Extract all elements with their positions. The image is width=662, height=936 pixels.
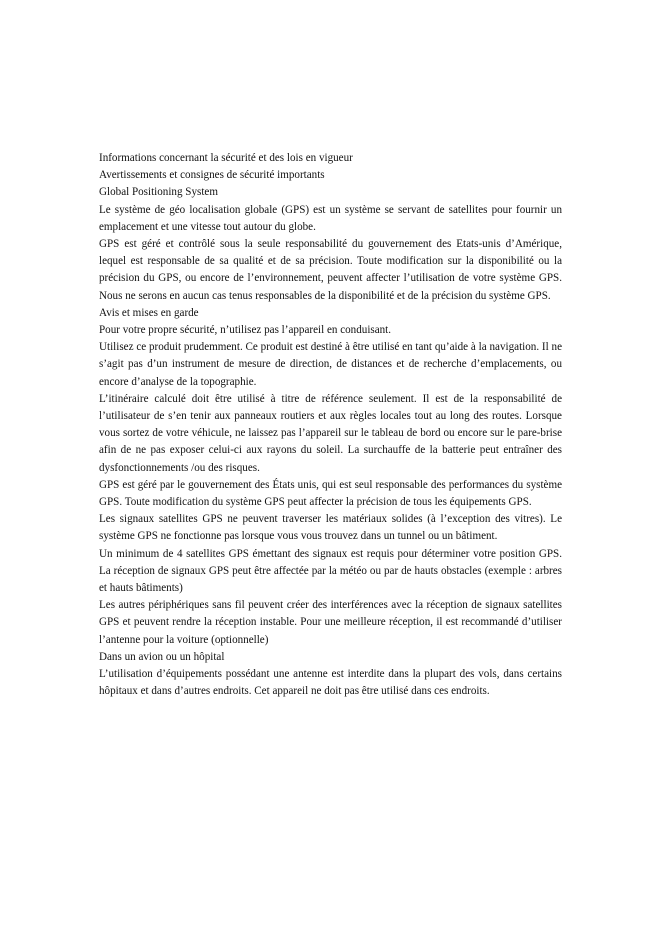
paragraph-minimum-satellites: Un minimum de 4 satellites GPS émettant des signaux est requis pour déterminer votre position GPS. La réception de signaux GPS peut être affectée par la météo ou par de hauts obstacles (exemple : arbres et hauts bâtiments): [99, 547, 562, 595]
paragraph-gps-management: GPS est géré et contrôlé sous la seule responsabilité du gouvernement des Etats-unis d’Amérique, lequel est responsable de sa qualité et de sa précision. Toute modification sur la disponibilité ou la précision du GPS, ou encore de l’environnement, peuvent affecter l’utilisation de votre système GPS. Nous ne serons en aucun cas tenus responsables de la disponibilité et de la précision du système GPS.: [99, 238, 562, 302]
section-title-warnings: Avertissements et consignes de sécurité importants: [99, 169, 325, 182]
notice-driving: Pour votre propre sécurité, n’utilisez pas l’appareil en conduisant.: [99, 324, 392, 337]
paragraph-gps-government: GPS est géré par le gouvernement des États unis, qui est seul responsable des performances du système GPS. Toute modification du système GPS peut affecter la précision de tous les équipements GPS.: [99, 478, 562, 509]
paragraph-route-reference: L’itinéraire calculé doit être utilisé à titre de référence seulement. Il est de la responsabilité de l’utilisateur de s’en tenir aux panneaux routiers et aux règles locales tout au long des routes. Lorsque vous sortez de votre véhicule, ne laissez pas l’appareil sur le tableau de bord ou encore sur le pare-brise afin de ne pas exposer celui-ci aux rayons du soleil. La surchauffe de la batterie peut entraîner des dysfonctionnements /ou des risques.: [99, 392, 562, 474]
paragraph-use-carefully: Utilisez ce produit prudemment. Ce produit est destiné à être utilisé en tant qu’aide à la navigation. Il ne s’agit pas d’un instrument de mesure de direction, de distances et de recherche d’emplacements, ou encore d’analyse de la topographie.: [99, 341, 562, 388]
section-title-plane-hospital: Dans un avion ou un hôpital: [99, 650, 225, 663]
paragraph-satellite-signals: Les signaux satellites GPS ne peuvent traverser les matériaux solides (à l’exception des vitres). Le système GPS ne fonctionne pas lorsque vous vous trouvez dans un tunnel ou un bâtiment.: [99, 513, 562, 543]
paragraph-interference: Les autres périphériques sans fil peuvent créer des interférences avec la réception de signaux satellites GPS et peuvent rendre la réception instable. Pour une meilleure réception, il est recommandé d’utiliser l’antenne pour la voiture (optionnelle): [99, 599, 562, 646]
paragraph-gps-definition: Le système de géo localisation globale (GPS) est un système se servant de satellites pour fournir un emplacement et une vitesse tout autour du globe.: [99, 203, 562, 233]
section-title-safety-laws: Informations concernant la sécurité et des lois en vigueur: [99, 152, 353, 164]
paragraph-antenna-restriction: L’utilisation d’équipements possédant une antenne est interdite dans la plupart des vols, dans certains hôpitaux et dans d’autres endroits. Cet appareil ne doit pas être utilisé dans ces endroits.: [99, 668, 562, 698]
document-page: [99, 150, 562, 701]
section-title-gps: Global Positioning System: [99, 186, 218, 199]
section-title-notices: Avis et mises en garde: [99, 306, 199, 319]
